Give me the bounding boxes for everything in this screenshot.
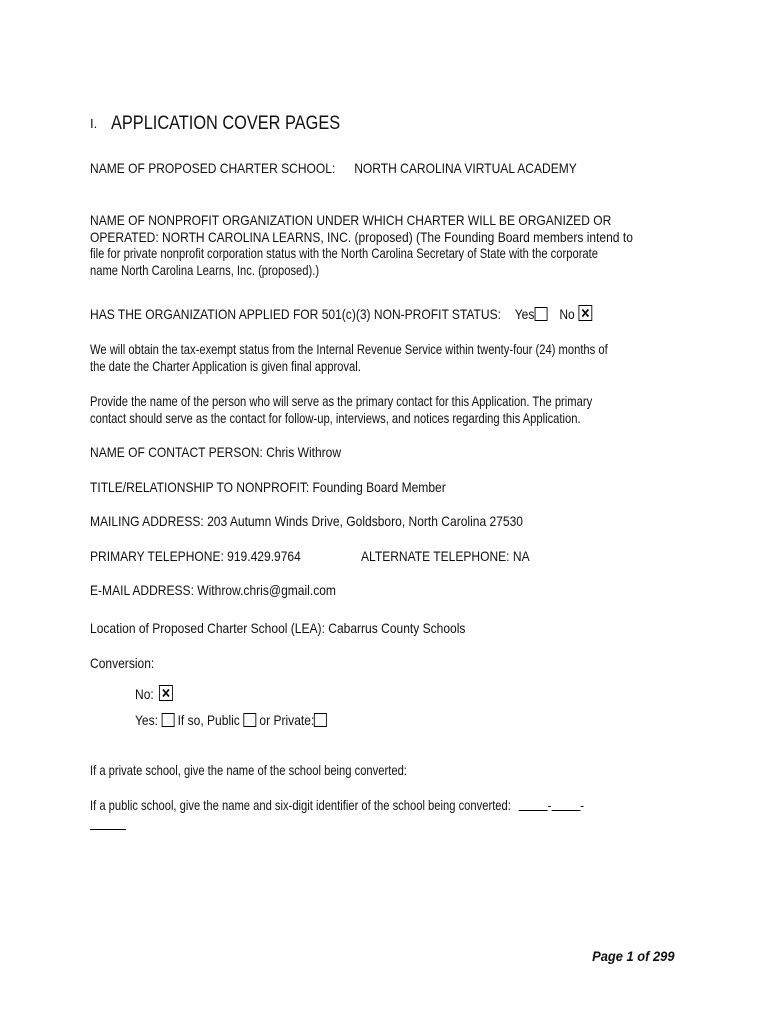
page-number: Page 1 of 299: [591, 948, 674, 964]
page-number-footer: [585, 948, 675, 964]
status-501c3-row: [90, 305, 674, 322]
identifier-blank-3[interactable]: [90, 817, 126, 830]
tax-exempt-paragraph: [90, 341, 737, 374]
contact-instructions-line-1: Provide the name of the person who will serve as the primary contact for this Application. The primary: [90, 393, 593, 409]
contact-name-row: [90, 444, 382, 460]
conversion-row: [90, 655, 165, 671]
nonprofit-line-4: name North Carolina Learns, Inc. (proposed).): [90, 261, 320, 278]
status-501c3-question: HAS THE ORGANIZATION APPLIED FOR 501(c)(3) NON-PROFIT STATUS:: [90, 306, 501, 322]
alternate-telephone-row: [361, 548, 557, 564]
contact-title: TITLE/RELATIONSHIP TO NONPROFIT: Founding Board Member: [90, 479, 446, 495]
contact-name: NAME OF CONTACT PERSON: Chris Withrow: [90, 444, 342, 460]
status-no-label: No: [559, 306, 575, 322]
primary-telephone: PRIMARY TELEPHONE: 919.429.9764: [90, 548, 301, 564]
tax-exempt-line-2: the date the Charter Application is given final approval.: [90, 357, 361, 374]
identifier-blank-2[interactable]: [551, 798, 580, 811]
public-school-row: [90, 797, 707, 813]
status-yes-label: Yes: [514, 306, 535, 322]
email-address: E-MAIL ADDRESS: Withrow.chris@gmail.com: [90, 582, 336, 598]
public-school-row-continued: [90, 816, 126, 832]
conversion-yes-checkbox[interactable]: [161, 713, 174, 727]
identifier-blank-1[interactable]: [519, 798, 548, 811]
conversion-no-row: [135, 685, 179, 702]
location-label: Location of Proposed Charter School (LEA):: [90, 620, 325, 636]
mailing-address: MAILING ADDRESS: 203 Autumn Winds Drive, Goldsboro, North Carolina 27530: [90, 513, 523, 529]
or-private-label: or Private:: [259, 712, 315, 728]
school-name-value: NORTH CAROLINA VIRTUAL ACADEMY: [354, 160, 577, 176]
school-name-row: [90, 160, 656, 176]
contact-instructions-paragraph: [90, 393, 718, 426]
contact-title-row: [90, 479, 504, 495]
conversion-no-checkbox[interactable]: [159, 685, 173, 701]
email-row: [90, 582, 376, 598]
contact-instructions-line-2: contact should serve as the contact for follow-up, interviews, and notices regarding this Application.: [90, 409, 581, 426]
status-yes-checkbox[interactable]: [534, 307, 547, 321]
identifier-separator-2: -: [580, 797, 584, 813]
public-checkbox[interactable]: [243, 713, 256, 727]
identifier-separator-1: -: [547, 797, 552, 813]
private-school-row: [90, 762, 486, 778]
location-row: [90, 620, 527, 636]
section-number: I.: [90, 116, 98, 131]
alternate-telephone: ALTERNATE TELEPHONE: NA: [361, 548, 530, 564]
nonprofit-line-2: OPERATED: NORTH CAROLINA LEARNS, INC. (proposed) (The Founding Board members intend to: [90, 228, 633, 245]
checked-x-icon: [579, 306, 591, 320]
nonprofit-line-3: file for private nonprofit corporation status with the North Carolina Secretary of State with the corporate: [90, 245, 598, 261]
if-so-public-label: If so, Public: [177, 712, 240, 728]
conversion-yes-label: Yes:: [135, 712, 158, 728]
public-school-prompt: If a public school, give the name and six-digit identifier of the school being converted:: [90, 797, 511, 813]
mailing-address-row: [90, 513, 593, 529]
status-no-checkbox[interactable]: [578, 305, 592, 321]
private-school-prompt: If a private school, give the name of the school being converted:: [90, 762, 407, 778]
conversion-yes-row: [135, 712, 358, 728]
telephone-row: [90, 548, 335, 564]
private-checkbox[interactable]: [314, 713, 327, 727]
nonprofit-line-1: NAME OF NONPROFIT ORGANIZATION UNDER WHICH CHARTER WILL BE ORGANIZED OR: [90, 212, 612, 228]
school-name-label: NAME OF PROPOSED CHARTER SCHOOL:: [90, 160, 336, 176]
checked-x-icon: [160, 686, 172, 700]
tax-exempt-line-1: We will obtain the tax-exempt status from the Internal Revenue Service within twenty-four (24) months of: [90, 341, 608, 357]
conversion-no-label: No:: [135, 686, 154, 702]
conversion-label: Conversion:: [90, 655, 155, 671]
section-title: APPLICATION COVER PAGES: [111, 113, 341, 134]
location-value: Cabarrus County Schools: [328, 620, 466, 636]
nonprofit-paragraph: [90, 212, 725, 278]
section-heading: [90, 113, 378, 135]
